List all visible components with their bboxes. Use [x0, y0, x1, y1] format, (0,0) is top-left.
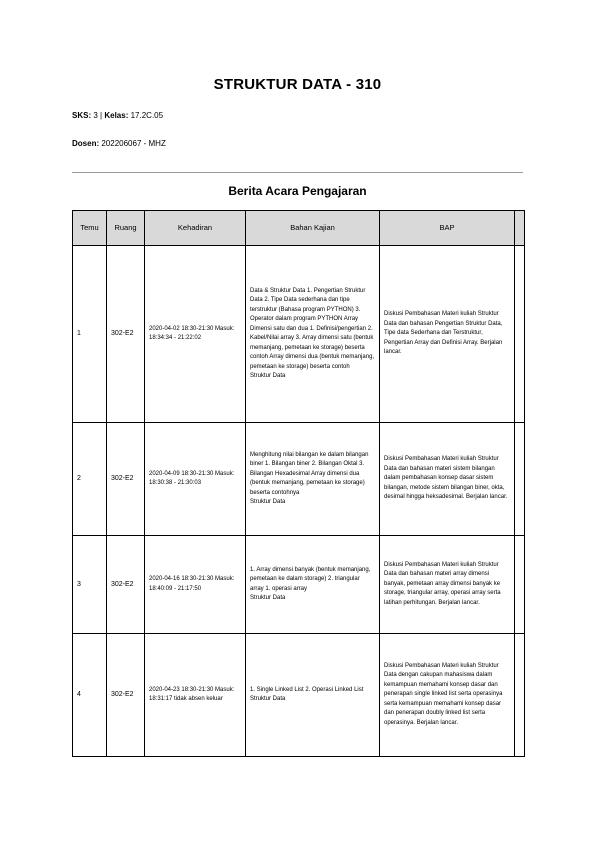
cell-kehadiran: 2020-04-09 18:30-21:30 Masuk: 18:30:38 - 21:30:03: [145, 423, 246, 536]
bahan-kajian-text: 1. Single Linked List 2. Operasi Linked List: [250, 686, 364, 693]
bahan-kajian-course: Struktur Data: [250, 595, 286, 601]
cell-spacer: [515, 536, 525, 634]
cell-kehadiran: 2020-04-02 18:30-21:30 Masuk: 18:34:34 - 21:22:02: [145, 246, 246, 423]
bahan-kajian-course: Struktur Data: [250, 499, 286, 505]
column-header-bahan-kajian: Bahan Kajian: [246, 211, 380, 246]
dosen-value: 202206067 - MHZ: [101, 139, 166, 148]
cell-bahan-kajian: [246, 634, 380, 757]
kelas-value: 17.2C.05: [130, 111, 164, 120]
cell-bahan-kajian: [246, 536, 380, 634]
cell-bap: Diskusi Pembahasan Materi kuliah Struktur Data dan bahasan Pengertian Struktur Data, Tipe data Sederhana dan Terstruktur, Pengertian Array dan Definisi Array. Berjalan lancar.: [380, 246, 515, 423]
section-title: Berita Acara Pengajaran: [228, 184, 367, 198]
cell-temu: 4: [73, 634, 107, 757]
bahan-kajian-text: 1. Array dimensi banyak (bentuk memanjang, pemetaan ke dalam storage) 2. triangular array 1. operasi array: [250, 566, 371, 592]
sks-value: 3: [93, 111, 98, 120]
cell-kehadiran: 2020-04-16 18:30-21:30 Masuk: 18:40:09 - 21:17:50: [145, 536, 246, 634]
cell-spacer: [515, 246, 525, 423]
column-spacer: [515, 211, 525, 246]
bahan-kajian-course: Struktur Data: [250, 696, 286, 702]
cell-bahan-kajian: [246, 246, 380, 423]
kelas-label: Kelas:: [104, 111, 129, 120]
cell-spacer: [515, 423, 525, 536]
teaching-report-table: [72, 210, 525, 757]
column-header-temu: Temu: [73, 211, 107, 246]
dosen-label: Dosen:: [72, 139, 100, 148]
lecturer-line: [72, 139, 166, 148]
table-row: [73, 536, 525, 634]
cell-spacer: [515, 634, 525, 757]
page-title: STRUKTUR DATA - 310: [213, 76, 382, 93]
column-header-bap: BAP: [380, 211, 515, 246]
cell-ruang: 302-E2: [107, 634, 145, 757]
header-divider: [72, 172, 523, 173]
meta-separator: |: [100, 111, 103, 120]
cell-temu: 1: [73, 246, 107, 423]
column-header-ruang: Ruang: [107, 211, 145, 246]
bahan-kajian-text: Menghitung nilai bilangan ke dalam bilangan biner 1. Bilangan biner 2. Bilangan Oktal 3. Bilangan Hexadesimal Array dimensi dua (bentuk memanjang, pemetaan ke storage) beserta contohnya: [250, 451, 369, 496]
cell-temu: 2: [73, 423, 107, 536]
cell-bap: Diskusi Pembahasan Materi kuliah Struktur Data dengan cakupan mahasiswa dalam kemampuan memahami konsep dasar dan penerapan single linked list serta operasinya serta kemampuan memahami konsep dasar dan penerapan doubly linked list serta operasinya. Berjalan lancar.: [380, 634, 515, 757]
cell-ruang: 302-E2: [107, 246, 145, 423]
cell-bahan-kajian: [246, 423, 380, 536]
cell-kehadiran: 2020-04-23 18:30-21:30 Masuk: 18:31:17 tidak absen keluar: [145, 634, 246, 757]
cell-temu: 3: [73, 536, 107, 634]
bahan-kajian-course: Struktur Data: [250, 373, 286, 379]
bahan-kajian-text: Data & Struktur Data 1. Pengertian Struktur Data 2. Tipe Data sederhana dan tipe terstruktur (Bahasa program PYTHON) 3. Operator dalam program PYTHON Array Dimensi satu dan dua 1. Definisi/pengertian 2. Kabel/Nilai array 3. Array dimensi satu (bentuk memanjang, pemetaan ke storage) beserta contoh Array dimensi dua (bentuk memanjang, pemetaan ke storage) beserta contoh: [250, 287, 375, 370]
table-header-row: [73, 211, 525, 246]
cell-ruang: 302-E2: [107, 423, 145, 536]
column-header-kehadiran: Kehadiran: [145, 211, 246, 246]
cell-bap: Diskusi Pembahasan Materi kuliah Struktur Data dan bahasan materi sistem bilangan dalam pembahasan konsep dasar sistem bilangan, metode sistem bilangan biner, okta, desimal hingga heksadesimal. Berjalan lancar.: [380, 423, 515, 536]
cell-bap: Diskusi Pembahasan Materi kuliah Struktur Data dan bahasan materi array dimensi banyak, pemetaan array dimensi banyak ke storage, triangular array, operasi array serta latihan perhitungan. Berjalan lancar.: [380, 536, 515, 634]
course-meta-line: [72, 111, 163, 120]
sks-label: SKS:: [72, 111, 92, 120]
cell-ruang: 302-E2: [107, 536, 145, 634]
table-row: [73, 246, 525, 423]
table-row: [73, 423, 525, 536]
table-row: [73, 634, 525, 757]
